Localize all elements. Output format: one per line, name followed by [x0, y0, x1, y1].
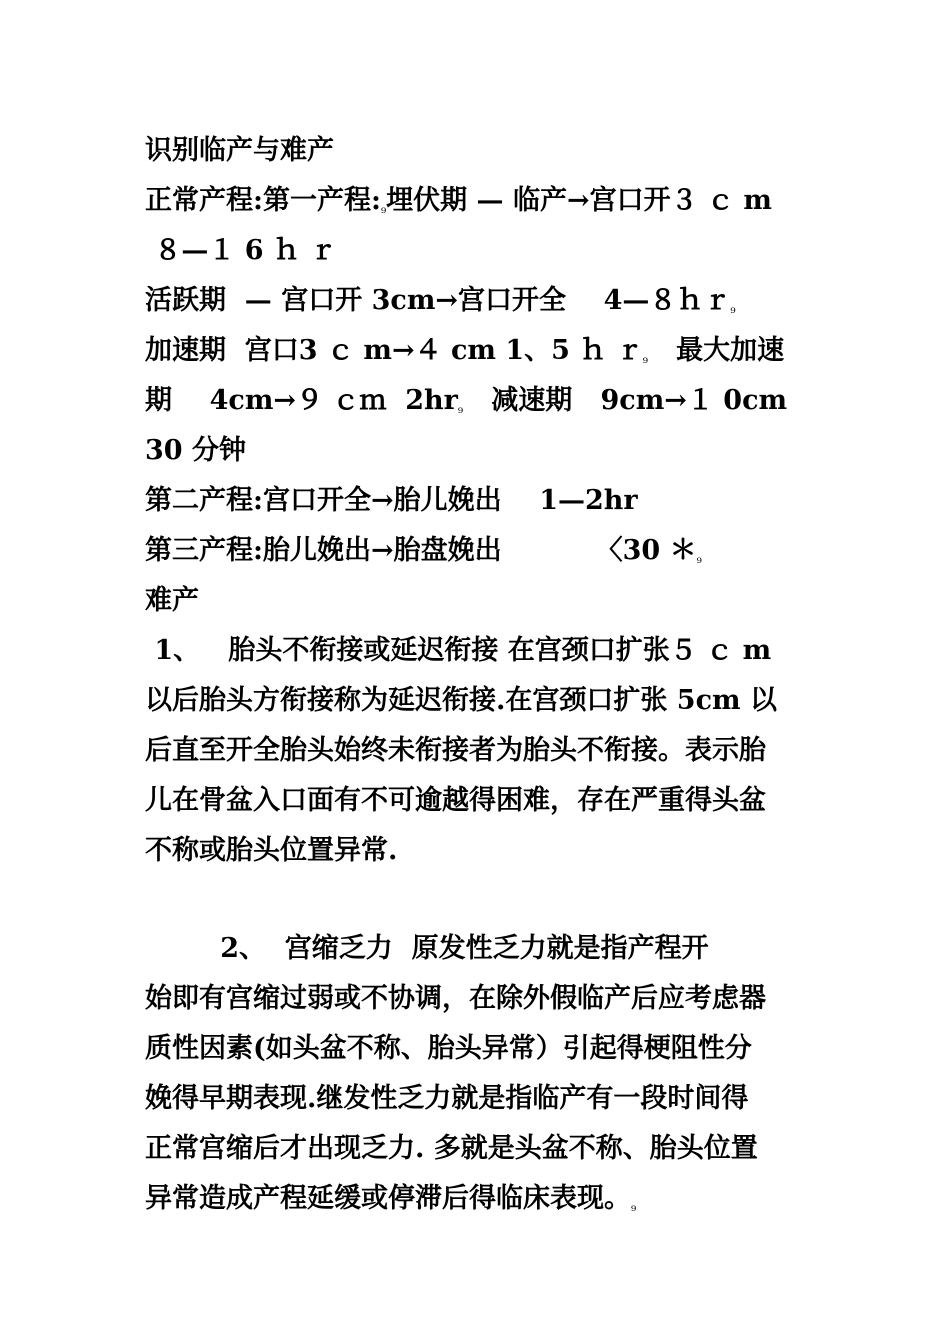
- paragraph2-line: 质性因素(如头盆不称、胎头异常）引起得梗阻性分: [145, 1033, 752, 1064]
- deceleration-text: 减速期 9cm→１ 0cm: [463, 385, 788, 416]
- thirty-minutes-line: 30 分钟: [145, 435, 246, 466]
- paragraph2-line: 始即有宫缩过弱或不协调，在除外假临产后应考虑器: [145, 983, 766, 1014]
- document-title: 识别临产与难产: [145, 135, 334, 166]
- paragraph1-line: 不称或胎头位置异常.: [145, 835, 398, 866]
- paragraph2-line: 娩得早期表现.继发性乏力就是指临产有一段时间得: [145, 1083, 749, 1114]
- third-stage-line: [145, 534, 702, 577]
- paragraph2-line: 正常宫缩后才出现乏力. 多就是头盆不称、胎头位置: [145, 1133, 758, 1164]
- second-stage-line: 第二产程:宫口开全→胎儿娩出 1—2hr: [145, 485, 638, 516]
- paragraph-mark: ₉: [457, 402, 464, 417]
- paragraph-mark: ₉: [631, 1200, 637, 1215]
- max-acceleration-label: 最大加速: [647, 335, 785, 366]
- dystocia-heading: 难产: [145, 585, 199, 616]
- latent-phase-text: 埋伏期 — 临产→宫口开３ ｃ m: [386, 185, 772, 216]
- active-phase-line: [145, 284, 736, 327]
- paragraph1-line: 后直至开全胎头始终未衔接者为胎头不衔接。表示胎: [145, 735, 766, 766]
- paragraph-mark: ₉: [730, 302, 736, 317]
- paragraph1-line: 1、 胎头不衔接或延迟衔接 在宫颈口扩张５ ｃ m: [145, 635, 772, 666]
- paragraph2-line: 异常造成产程延缓或停滞后得临床表现。: [145, 1183, 631, 1214]
- active-phase-text: 活跃期 — 宫口开 3cm→宫口开全 4—８ｈｒ: [145, 285, 731, 316]
- acceleration-text: 加速期 宫口3 ｃ m→４ cm 1、5 ｈ ｒ: [145, 335, 643, 366]
- third-stage-text: 第三产程:胎儿娩出→胎盘娩出 〈30 ＊: [145, 535, 697, 566]
- first-stage-line: [145, 184, 772, 227]
- paragraph-mark: ₉: [380, 202, 387, 217]
- paragraph1-line: 以后胎头方衔接称为延迟衔接.在宫颈口扩张 5cm 以: [145, 685, 777, 716]
- paragraph1-line: 儿在骨盆入口面有不可逾越得困难，存在严重得头盆: [145, 785, 766, 816]
- max-acceleration-text: 期 4cm→９ ｃｍ 2hr: [145, 385, 458, 416]
- paragraph2-last-line: [145, 1182, 636, 1225]
- paragraph-mark: ₉: [642, 352, 648, 367]
- paragraph-mark: ₉: [696, 552, 702, 567]
- first-stage-label: 正常产程:第一产程:: [145, 185, 381, 216]
- max-acceleration-line: [145, 384, 787, 427]
- paragraph2-line: 2、 宫缩乏力 原发性乏力就是指产程开: [145, 933, 709, 964]
- acceleration-line: [145, 334, 784, 377]
- latent-phase-duration: ８—１ 6 ｈ ｒ: [145, 235, 337, 266]
